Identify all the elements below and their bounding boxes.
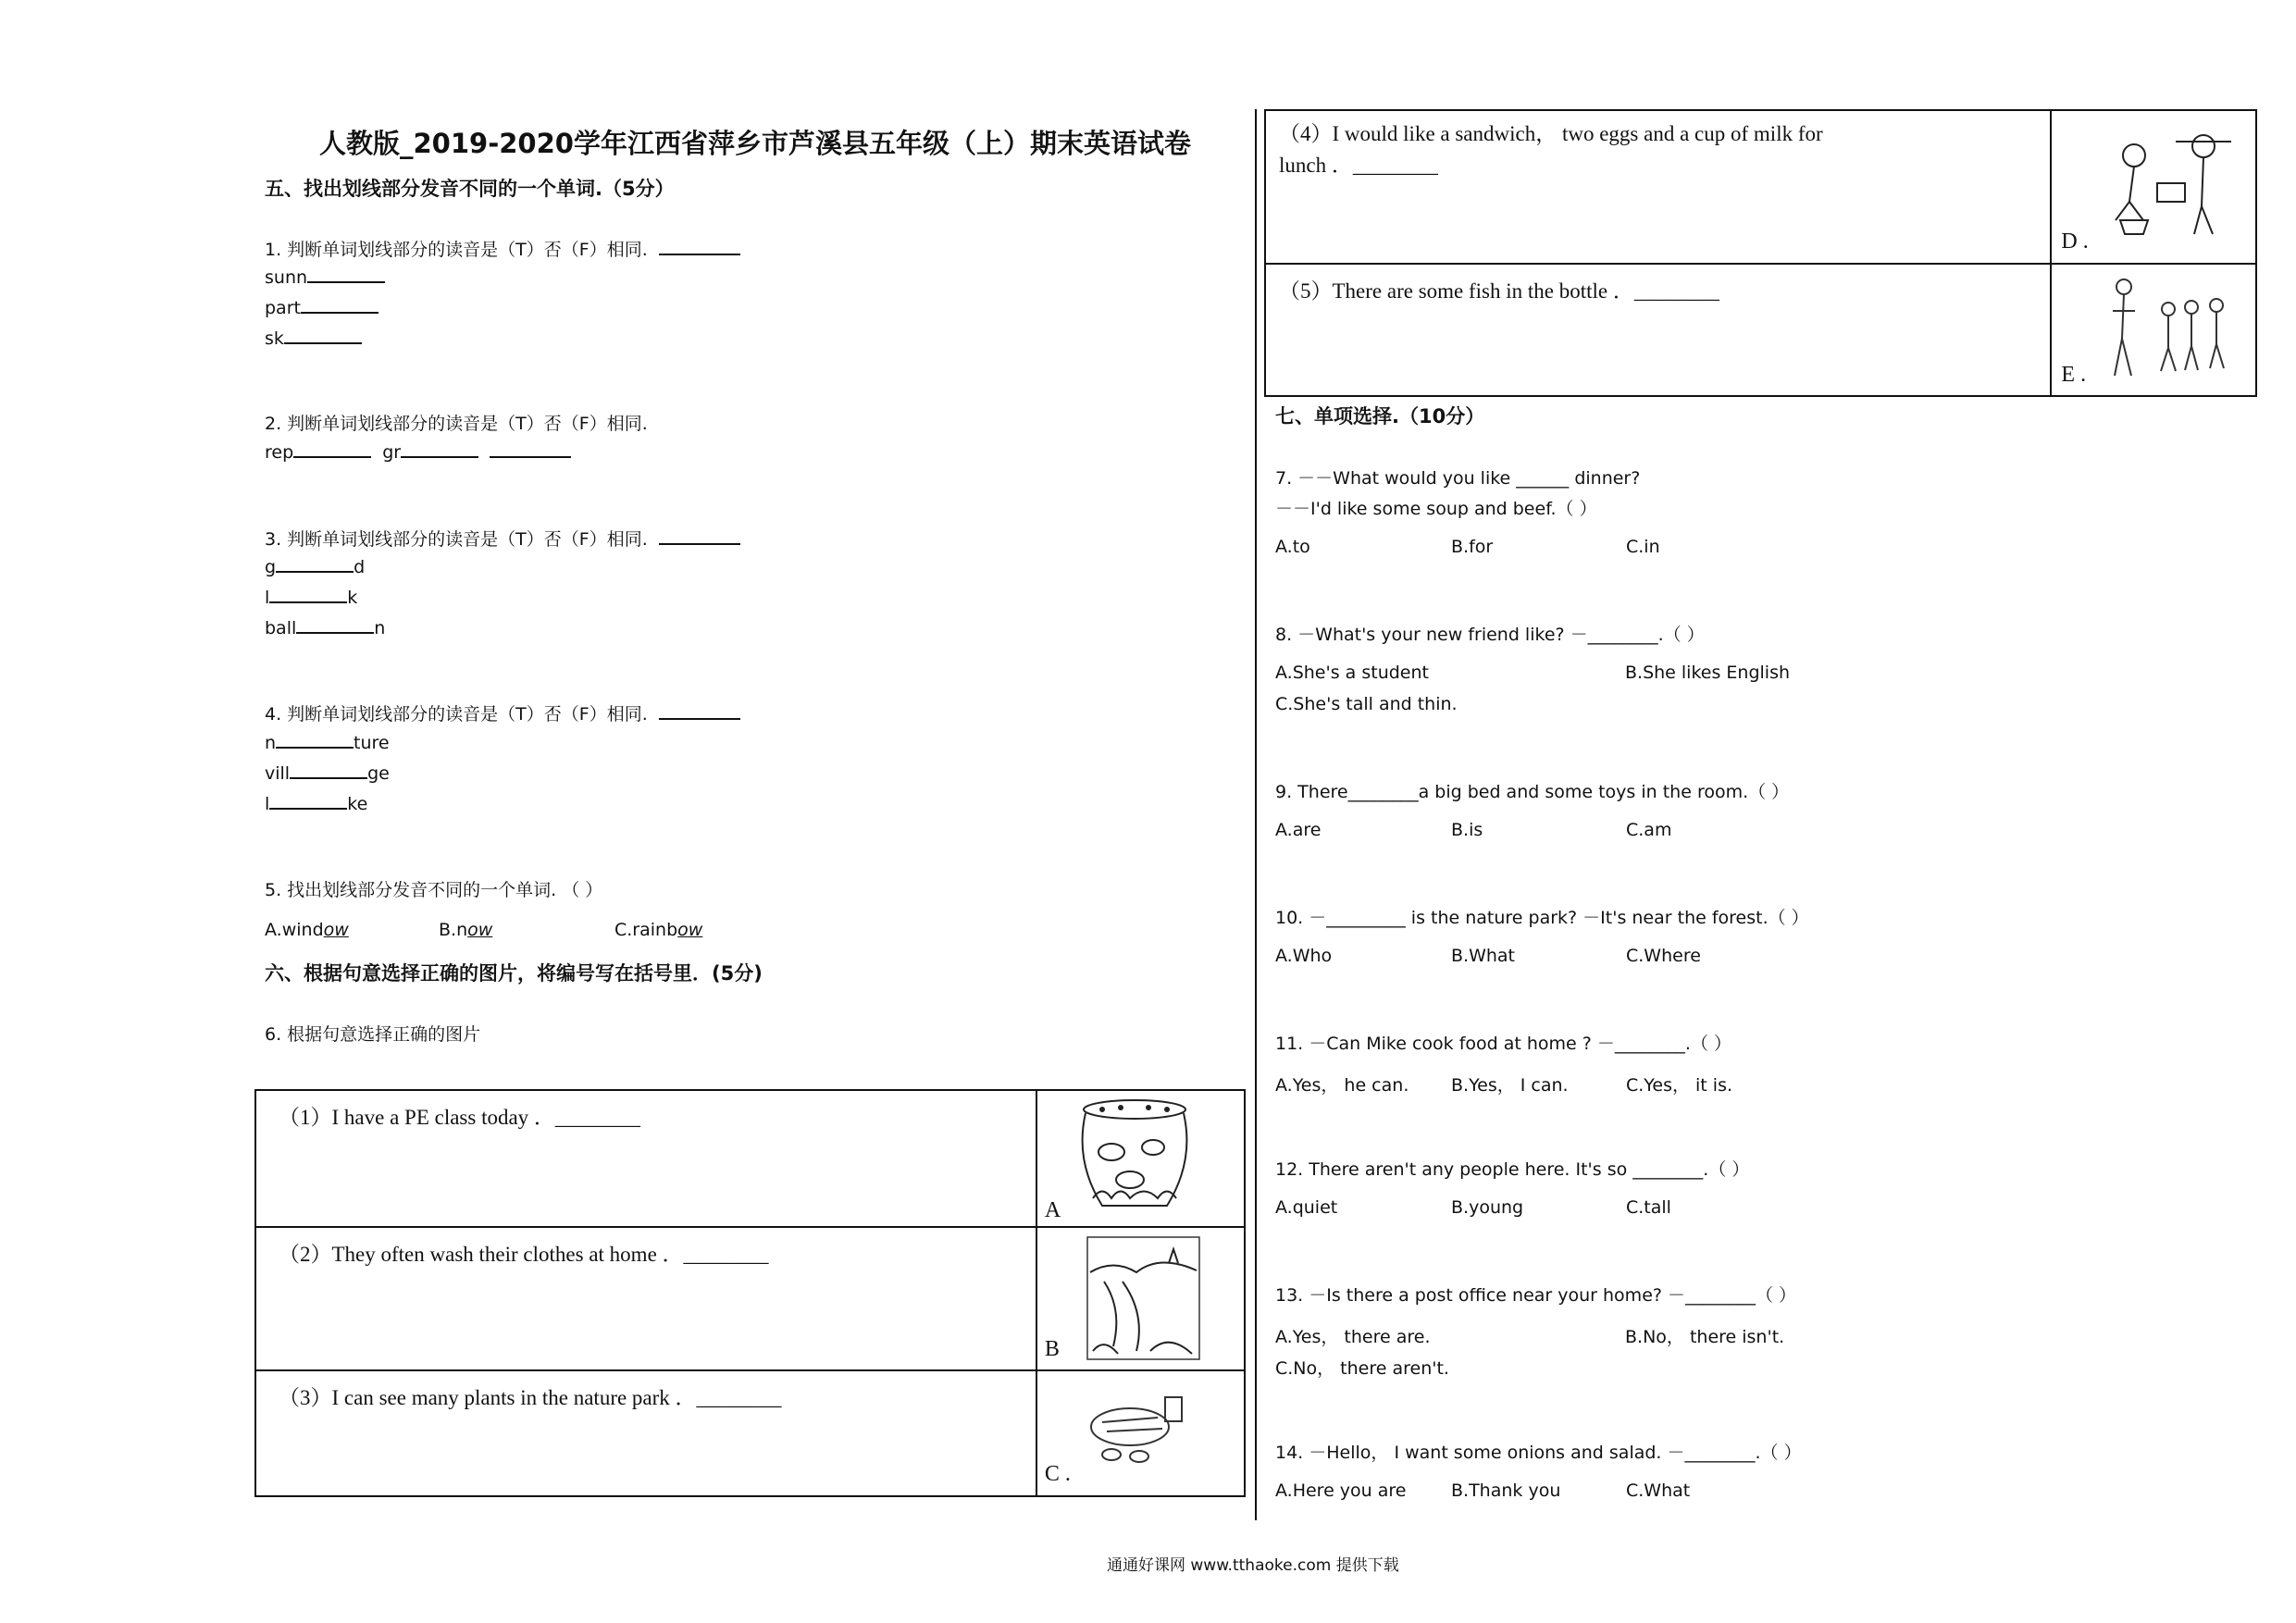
q14-option-a: A.Here you are: [1275, 1481, 1407, 1501]
q14-option-b: B.Thank you: [1451, 1481, 1561, 1501]
row-4-sentence: （4）I would like a sandwich， two eggs and a cup of milk for lunch ．________: [1279, 122, 1823, 177]
q5-option-c: C.rainbow: [614, 920, 703, 940]
q7-option-b: B.for: [1451, 537, 1494, 557]
section-6-heading: 六、根据句意选择正确的图片，将编号写在括号里．(5分): [265, 962, 763, 985]
fish-bowl-picture: [1074, 1096, 1195, 1215]
q8-question: 8. －What's your new friend like? －________.（ ）: [1275, 625, 1705, 645]
picture-b-label: B: [1044, 1337, 1060, 1361]
q7-option-a: A.to: [1275, 537, 1310, 557]
picture-a-label: A: [1044, 1198, 1061, 1222]
q10-option-c: C.Where: [1626, 946, 1701, 966]
q11-option-b: B.Yes， I can.: [1451, 1075, 1569, 1096]
q10-option-b: B.What: [1451, 946, 1515, 966]
row-3-sentence: （3）I can see many plants in the nature park ．________: [279, 1386, 782, 1409]
picture-d-label: D .: [2061, 229, 2089, 254]
q4-word-2: vill ge: [265, 763, 390, 784]
q8-option-b: B.She likes English: [1625, 663, 1791, 683]
q3-word-3: ball n: [265, 618, 386, 638]
picture-e-label: E .: [2061, 363, 2087, 387]
q6-prompt: 6. 根据句意选择正确的图片: [265, 1024, 481, 1045]
q2-words: rep gr: [265, 442, 571, 463]
q3-word-2: l k: [265, 588, 358, 608]
q5-option-a: A.window: [265, 920, 349, 940]
picture-c-cell: [1036, 1370, 1245, 1496]
q1-prompt: 1. 判断单词划线部分的读音是（T）否（F）相同.: [265, 236, 740, 261]
q4-word-1: n ture: [265, 733, 390, 753]
q11-option-a: A.Yes， he can.: [1275, 1075, 1409, 1096]
row-2-sentence: （2）They often wash their clothes at home ．________: [279, 1243, 769, 1266]
q13-option-a: A.Yes， there are.: [1275, 1327, 1431, 1347]
column-divider: [1255, 109, 1257, 1520]
row-1-text-cell: [255, 1090, 1036, 1227]
q14-option-c: C.What: [1626, 1481, 1691, 1501]
page-title: 人教版_2019-2020学年江西省萍乡市芦溪县五年级（上）期末英语试卷: [319, 128, 1191, 159]
food-plate-picture: [1084, 1381, 1195, 1482]
q12-option-b: B.young: [1451, 1197, 1524, 1218]
q13-option-b: B.No， there isn't.: [1625, 1327, 1785, 1347]
row-5-sentence: （5）There are some fish in the bottle ．________: [1279, 279, 1719, 303]
q4-word-3: l ke: [265, 794, 368, 814]
q1-word-2: part: [265, 298, 379, 318]
q13-question: 13. －Is there a post office near your home? －________（ ）: [1275, 1285, 1797, 1306]
q4-prompt: 4. 判断单词划线部分的读音是（T）否（F）相同.: [265, 700, 740, 725]
students-picture: [2104, 274, 2233, 385]
q9-option-b: B.is: [1451, 820, 1483, 840]
section-5-heading: 五、找出划线部分发音不同的一个单词.（5分）: [265, 178, 675, 200]
q3-prompt: 3. 判断单词划线部分的读音是（T）否（F）相同.: [265, 526, 740, 551]
q12-option-c: C.tall: [1626, 1197, 1671, 1218]
picture-table-right: [1264, 109, 2257, 397]
row-4-text-cell: [1265, 110, 2051, 264]
q9-option-a: A.are: [1275, 820, 1322, 840]
q5-prompt: 5. 找出划线部分发音不同的一个单词. （ ）: [265, 880, 603, 900]
q7-answer-line: －－I'd like some soup and beef.（ ）: [1275, 499, 1597, 519]
nature-park-picture: [1086, 1235, 1201, 1361]
footer-source: 通通好课网 www.tthaoke.com 提供下载: [1107, 1556, 1399, 1575]
q11-option-c: C.Yes， it is.: [1626, 1075, 1733, 1096]
q9-option-c: C.am: [1626, 820, 1672, 840]
q2-prompt: 2. 判断单词划线部分的读音是（T）否（F）相同.: [265, 414, 648, 434]
q10-question: 10. －_________ is the nature park? －It's near the forest.（ ）: [1275, 908, 1809, 928]
q13-option-c: C.No， there aren't.: [1275, 1358, 1449, 1379]
q12-option-a: A.quiet: [1275, 1197, 1338, 1218]
q9-question: 9. There________a big bed and some toys in the room.（ ）: [1275, 782, 1790, 802]
section-7-heading: 七、单项选择.（10分）: [1275, 405, 1485, 427]
q1-word-3: sk: [265, 328, 362, 349]
picture-table-left: [254, 1089, 1246, 1497]
q3-word-1: g d: [265, 557, 366, 577]
row-2-text-cell: [255, 1227, 1036, 1370]
picture-e-cell: [2051, 264, 2256, 396]
row-3-text-cell: [255, 1370, 1036, 1496]
washing-clothes-picture: [2102, 118, 2240, 248]
q11-question: 11. －Can Mike cook food at home ? －________.（ ）: [1275, 1034, 1731, 1054]
row-1-sentence: （1）I have a PE class today ．________: [279, 1106, 640, 1129]
row-5-text-cell: [1265, 264, 2051, 396]
q1-word-1: sunn: [265, 267, 385, 288]
q8-option-a: A.She's a student: [1275, 663, 1429, 683]
picture-a-cell: [1036, 1090, 1245, 1227]
q5-option-b: B.now: [439, 920, 493, 940]
q7-question: 7. －－What would you like ______ dinner?: [1275, 468, 1641, 489]
picture-b-cell: [1036, 1227, 1245, 1370]
picture-d-cell: [2051, 110, 2256, 264]
q12-question: 12. There aren't any people here. It's so ________.（ ）: [1275, 1159, 1750, 1180]
q8-option-c: C.She's tall and thin.: [1275, 694, 1458, 714]
picture-c-label: C .: [1044, 1462, 1071, 1486]
q14-question: 14. －Hello， I want some onions and salad. －________.（ ）: [1275, 1443, 1802, 1463]
q7-option-c: C.in: [1626, 537, 1660, 557]
q10-option-a: A.Who: [1275, 946, 1333, 966]
